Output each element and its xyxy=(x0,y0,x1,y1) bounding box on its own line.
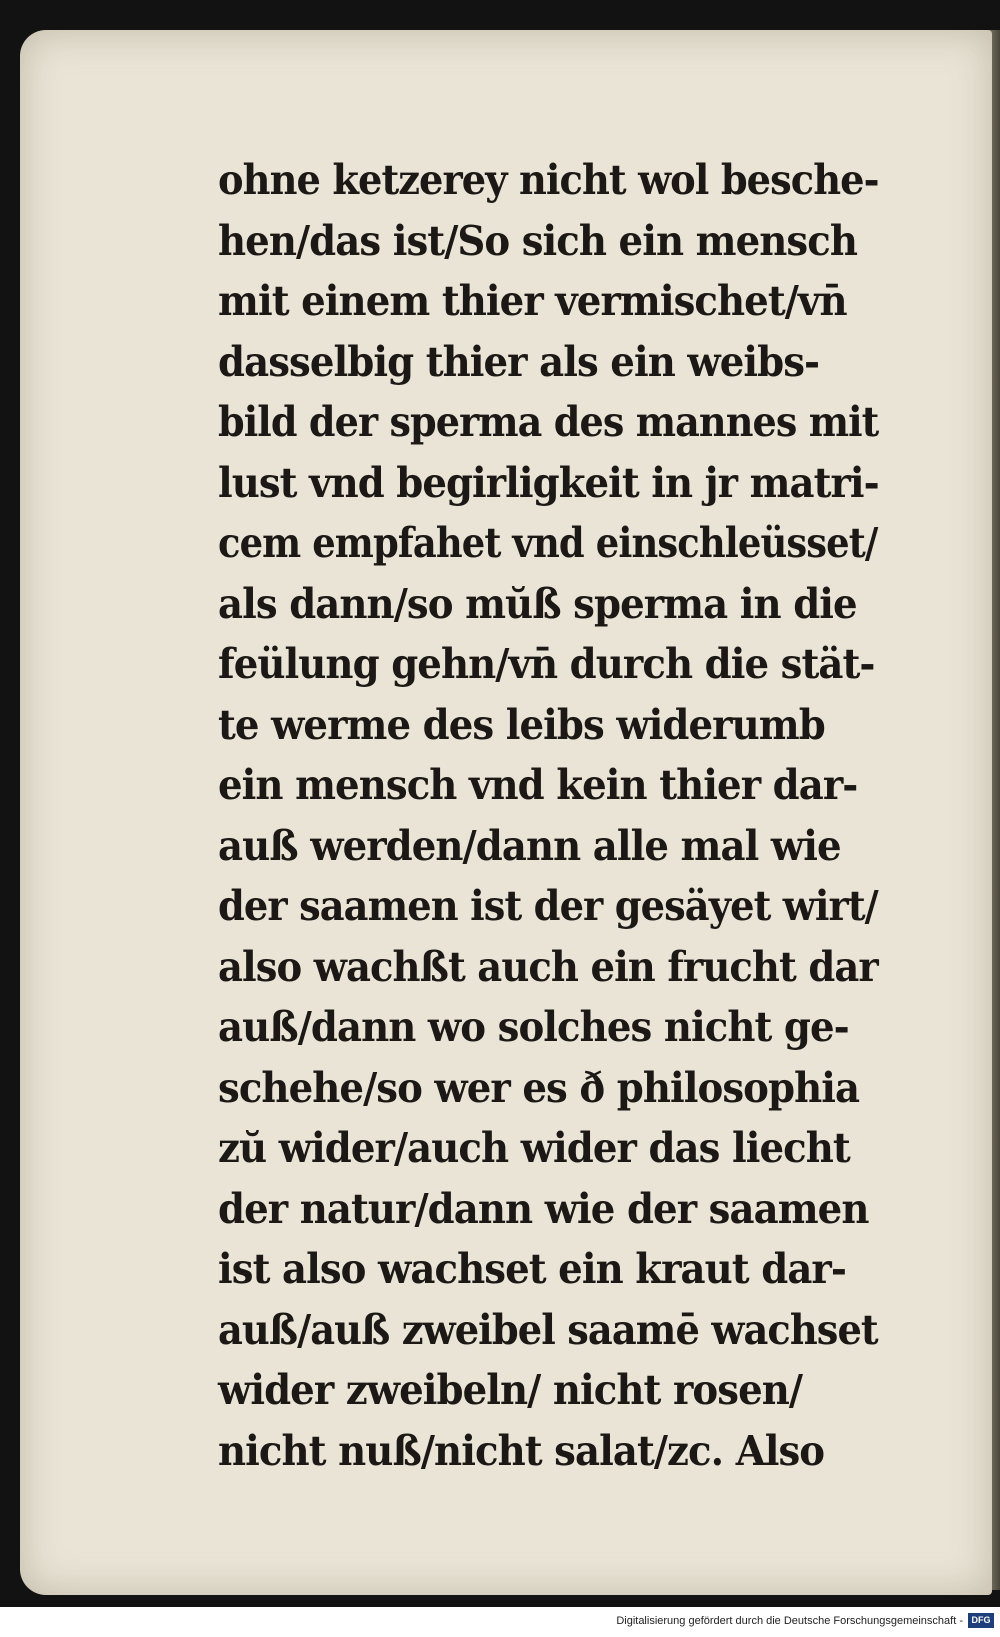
text-line: feülung gehn/vn̄ durch die stät- xyxy=(218,640,875,688)
text-line: hen/das ist/So sich ein mensch xyxy=(218,216,858,265)
text-line: auß/dann wo solches nicht ge- xyxy=(218,1003,849,1051)
dfg-logo: DFG xyxy=(968,1613,994,1628)
text-line: auß/auß zweibel saamē wachset xyxy=(218,1305,878,1354)
text-line: ein mensch vnd kein thier dar- xyxy=(218,761,858,809)
text-line: ohne ketzerey nicht wol besche- xyxy=(218,156,879,204)
text-line: der natur/dann wie der saamen xyxy=(218,1184,869,1233)
text-line: mit einem thier vermischet/vn̄ xyxy=(218,277,847,325)
text-line: cem empfahet vnd einschleüsset/ xyxy=(218,519,878,567)
text-line: als dann/so mŭß sperma in die xyxy=(218,579,857,628)
text-line: ist also wachset ein kraut dar- xyxy=(218,1245,846,1293)
text-line: zŭ wider/auch wider das liecht xyxy=(218,1124,850,1172)
text-line: also wachßt auch ein frucht dar xyxy=(218,942,878,991)
book-page xyxy=(20,30,992,1595)
text-line: der saamen ist der gesäyet wirt/ xyxy=(218,882,878,930)
text-line: dasselbig thier als ein weibs- xyxy=(218,337,820,386)
text-line: auß werden/dann alle mal wie xyxy=(218,821,841,870)
text-line: lust vnd begirligkeit in jr matri- xyxy=(218,458,879,507)
text-block xyxy=(218,150,918,1481)
text-line: bild der sperma des mannes mit xyxy=(218,398,879,446)
text-line: schehe/so wer es ð philosophia xyxy=(218,1063,860,1112)
text-line: wider zweibeln/ nicht rosen/ xyxy=(218,1366,803,1414)
footer-bar xyxy=(0,1607,1000,1637)
funding-credit: Digitalisierung gefördert durch die Deutsche Forschungsgemeinschaft - xyxy=(616,1615,963,1627)
text-line: nicht nuß/nicht salat/zc. Also xyxy=(218,1426,825,1475)
text-line: te werme des leibs widerumb xyxy=(218,700,825,749)
